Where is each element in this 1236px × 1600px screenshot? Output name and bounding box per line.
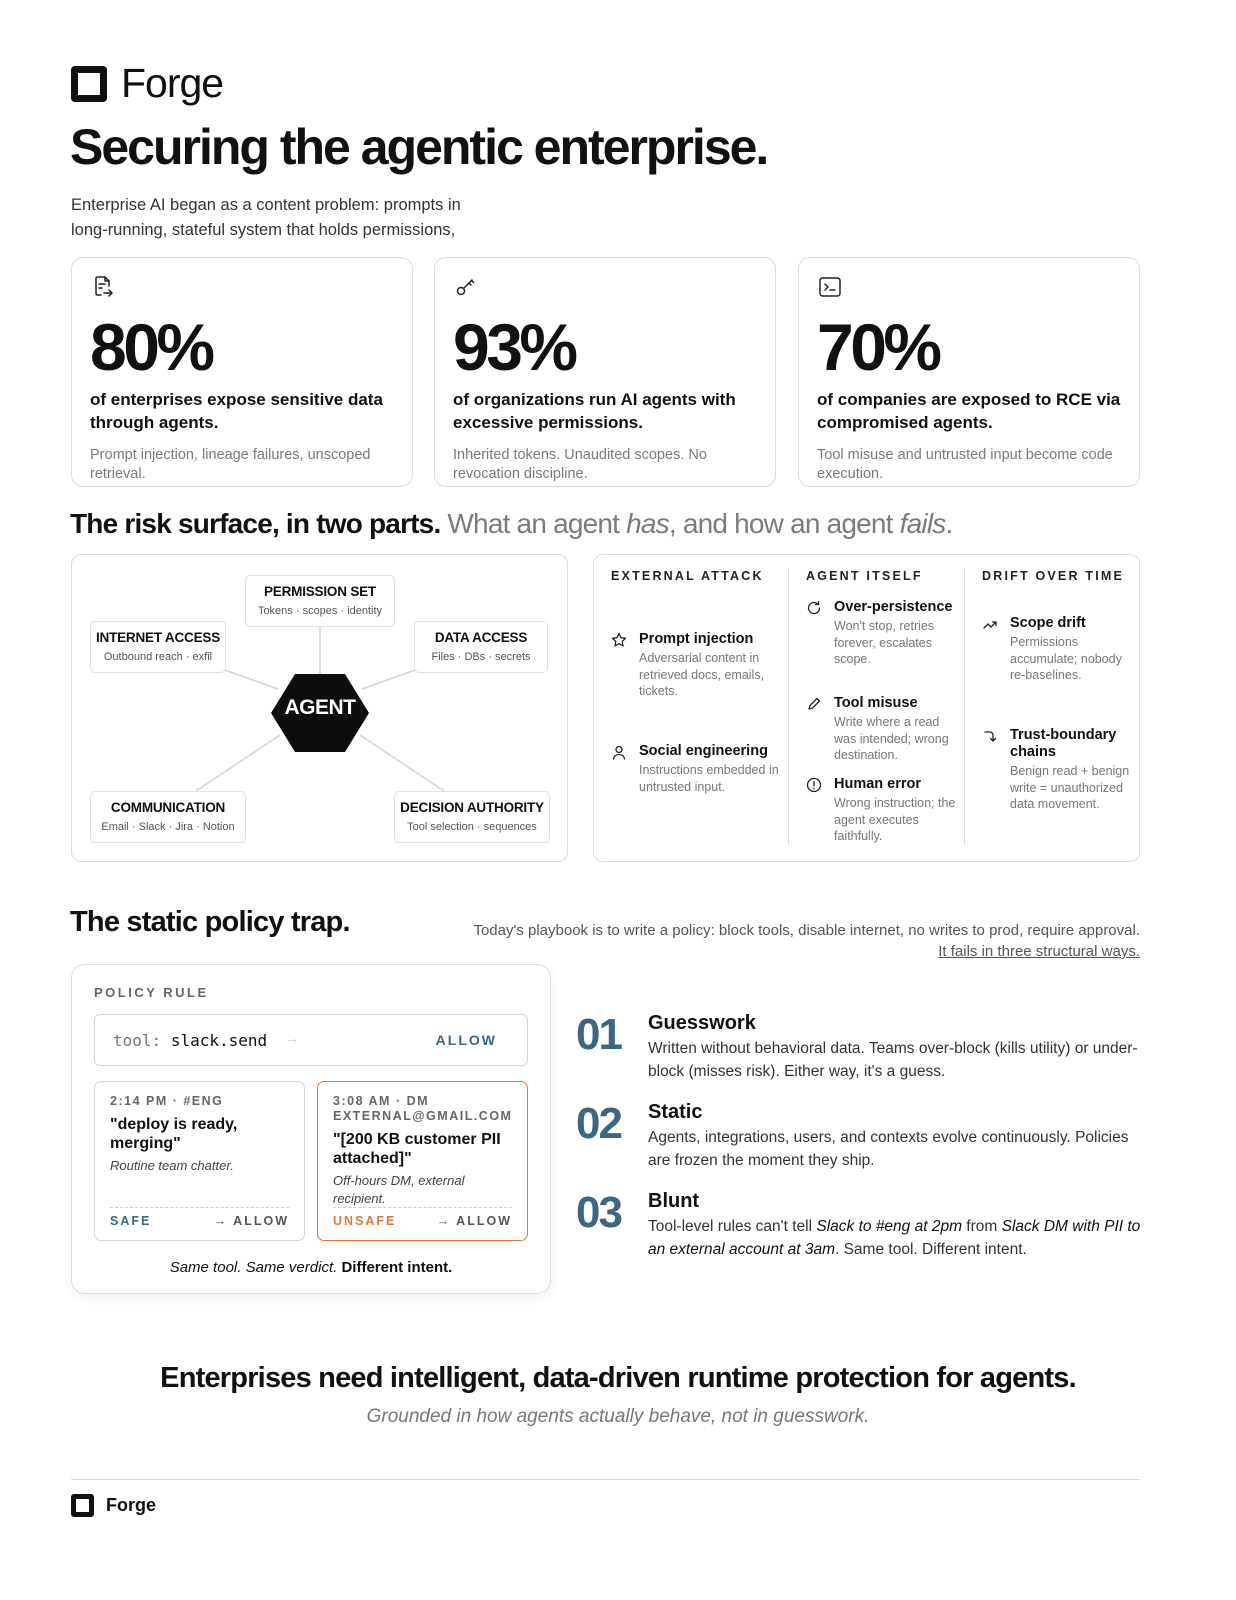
agent-permission-diagram (71, 554, 568, 862)
risk-item-prompt-injection: Prompt injection Adversarial content in retrieved docs, emails, tickets. (611, 631, 781, 700)
risk-item-scope-drift: Scope drift Permissions accumulate; nobody re-baselines. (982, 615, 1132, 684)
reason-number: 01 (576, 1010, 621, 1059)
failure-taxonomy (593, 554, 1140, 862)
column-divider (964, 569, 965, 845)
column-heading: EXTERNAL ATTACK (611, 569, 764, 583)
trap-description-link: It fails in three structural ways. (938, 943, 1140, 960)
risk-title-subtitle: What an agent has, and how an agent fails. (447, 508, 953, 539)
alert-icon (806, 777, 822, 793)
reason-title: Static (648, 1101, 703, 1123)
stat-text: of companies are exposed to RCE via compromised agents. (817, 390, 1121, 432)
stat-subtext: Prompt injection, lineage failures, unscoped retrieval. (90, 447, 371, 482)
policy-rule-box (94, 1014, 528, 1066)
trap-section-title: The static policy trap. (70, 906, 350, 938)
policy-verdict: ALLOW (435, 1032, 497, 1048)
reason-number: 02 (576, 1099, 621, 1148)
risk-item-tool-misuse: Tool misuse Write where a read was intended; wrong destination. (806, 695, 956, 764)
column-divider (788, 569, 789, 845)
column-heading: DRIFT OVER TIME (982, 569, 1125, 583)
node-decision-authority: DECISION AUTHORITY Tool selection · sequences (394, 791, 550, 843)
intro-paragraph: Enterprise AI began as a content problem: prompts in long-running, stateful system that holds permissions, (71, 196, 461, 239)
message-quote: "[200 KB customer PII attached]" (333, 1131, 501, 1167)
reason-description: Tool-level rules can't tell Slack to #eng at 2pm from Slack DM with PII to an external account at 3am. Same tool. Different intent. (648, 1218, 1141, 1258)
footer-divider (71, 1479, 1140, 1480)
closing-subheadline: Grounded in how agents actually behave, not in guesswork. (366, 1406, 870, 1427)
reason-number: 03 (576, 1188, 621, 1237)
loop-icon (806, 600, 822, 616)
reason-description: Written without behavioral data. Teams over-block (kills utility) or under-block (misses risk). Either way, it's a guess. (648, 1040, 1138, 1080)
message-meta: 2:14 PM · #ENG (110, 1094, 224, 1108)
trend-up-icon (982, 616, 998, 632)
message-note: Off-hours DM, external recipient. (333, 1173, 465, 1206)
reason-title: Blunt (648, 1190, 700, 1212)
reason-blunt (576, 1190, 1146, 1261)
arrow-right-icon: → (285, 1030, 299, 1046)
reason-description: Agents, integrations, users, and contexts evolve continuously. Policies are frozen the moment they ship. (648, 1129, 1129, 1169)
risk-item-social-engineering: Social engineering Instructions embedded in untrusted input. (611, 743, 786, 795)
brand-logo (71, 60, 223, 107)
trap-description: Today's playbook is to write a policy: block tools, disable internet, no writes to prod, require approval. It fails in three structural ways. (460, 920, 1140, 962)
node-permission-set: PERMISSION SET Tokens · scopes · identity (245, 575, 395, 627)
reason-static (576, 1101, 1146, 1172)
status-badge: UNSAFE (333, 1214, 397, 1228)
file-arrow-icon (90, 274, 116, 300)
reason-title: Guesswork (648, 1012, 756, 1034)
message-verdict: → ALLOW (213, 1214, 289, 1228)
reason-guesswork (576, 1012, 1146, 1083)
closing-headline: Enterprises need intelligent, data-driven runtime protection for agents. (160, 1362, 1076, 1394)
message-card-safe (94, 1081, 305, 1241)
node-data-access: DATA ACCESS Files · DBs · secrets (414, 621, 548, 673)
page-title: Securing the agentic enterprise. (70, 119, 768, 175)
forge-logo-icon (71, 1494, 94, 1517)
status-badge: SAFE (110, 1214, 152, 1228)
forge-logo-icon (71, 66, 107, 102)
stat-value: 70% (817, 310, 939, 384)
stat-card-excessive-permissions (434, 257, 776, 487)
message-quote: "deploy is ready, merging" (110, 1116, 238, 1152)
risk-title-bold: The risk surface, in two parts. (70, 508, 441, 539)
stat-text: of enterprises expose sensitive data through agents. (90, 390, 383, 432)
key-icon (453, 274, 479, 300)
policy-caption: Same tool. Same verdict. Different intent. (169, 1259, 453, 1276)
footer-brand (71, 1494, 156, 1517)
person-icon (611, 744, 627, 760)
message-note: Routine team chatter. (110, 1158, 234, 1173)
footer-brand-name: Forge (106, 1495, 157, 1515)
brand-name: Forge (121, 60, 224, 106)
policy-rule-label: POLICY RULE (94, 985, 209, 1000)
policy-rule-expression: tool: slack.send (113, 1031, 268, 1050)
stat-card-rce-exposure (798, 257, 1140, 487)
stat-card-data-exposure (71, 257, 413, 487)
stat-subtext: Inherited tokens. Unaudited scopes. No revocation discipline. (453, 447, 707, 482)
risk-item-trust-boundary-chains: Trust-boundary chains Benign read + benign write = unauthorized data movement. (982, 727, 1132, 813)
policy-rule-card (71, 964, 551, 1294)
corner-arrow-icon (982, 728, 998, 744)
message-card-unsafe (317, 1081, 528, 1241)
message-verdict: → ALLOW (436, 1214, 512, 1228)
risk-item-human-error: Human error Wrong instruction; the agent executes faithfully. (806, 776, 956, 845)
node-communication: COMMUNICATION Email · Slack · Jira · Notion (90, 791, 246, 843)
stat-subtext: Tool misuse and untrusted input become code execution. (817, 447, 1113, 482)
agent-label: AGENT (284, 696, 356, 719)
column-heading: AGENT ITSELF (806, 569, 923, 583)
terminal-icon (817, 274, 843, 300)
risk-section-title (70, 508, 952, 540)
stat-value: 80% (90, 310, 212, 384)
message-footer (333, 1207, 512, 1228)
stat-value: 93% (453, 310, 575, 384)
message-meta: 3:08 AM · DM EXTERNAL@GMAIL.COM (333, 1094, 513, 1123)
star-icon (611, 632, 627, 648)
stat-text: of organizations run AI agents with excessive permissions. (453, 390, 736, 432)
node-internet-access: INTERNET ACCESS Outbound reach · exfil (90, 621, 226, 673)
message-footer (110, 1207, 289, 1228)
risk-item-over-persistence: Over-persistence Won't stop, retries forever, escalates scope. (806, 599, 956, 668)
pencil-icon (806, 696, 822, 712)
